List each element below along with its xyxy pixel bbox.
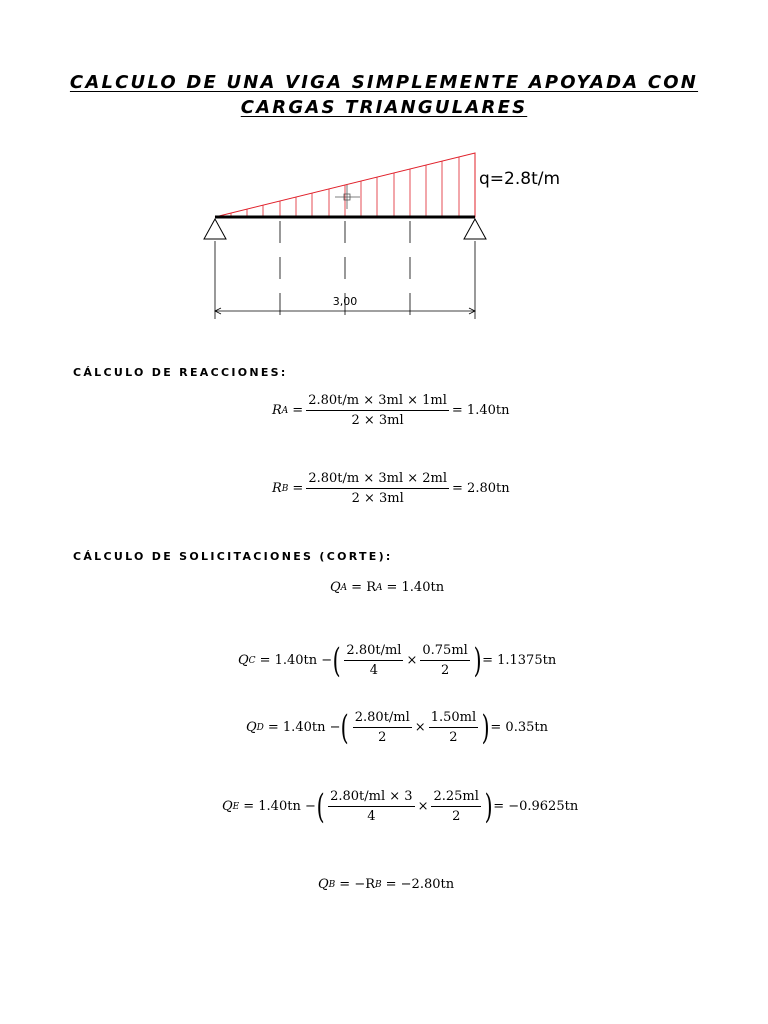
support-left	[204, 219, 226, 239]
crosshair-icon	[335, 185, 360, 209]
reactions-heading: CÁLCULO DE REACCIONES:	[73, 366, 288, 379]
equation-qb: Q B = −R B = −2.80tn	[318, 877, 455, 892]
equation-qd: Q D = 1.40tn − ( $\frac{2.80t/ml}{2}$ × $\frac{1.50ml}{2}$ ) = 0.35tn	[246, 707, 548, 748]
load-hatch-lines	[231, 157, 459, 217]
beam-diagram	[195, 145, 585, 325]
span-label: 3,00	[332, 295, 358, 308]
rb-denominator: 2 × 3ml	[351, 491, 404, 506]
ra-numerator: 2.80t/m × 3ml × 1ml	[306, 393, 449, 411]
page-title	[0, 70, 768, 120]
rb-result: = 2.80tn	[452, 481, 510, 496]
ra-denominator: 2 × 3ml	[351, 413, 404, 428]
load-label: q=2.8t/m	[479, 169, 561, 189]
rb-numerator: 2.80t/m × 3ml × 2ml	[306, 471, 449, 489]
equation-ra: R A = $\frac{2.80t/m \times 3ml \times 1ml}{2 \times 3ml}$ = 1.40tn	[272, 393, 510, 428]
title-line-1: CALCULO DE UNA VIGA SIMPLEMENTE APOYADA CON	[69, 72, 699, 93]
ra-result: = 1.40tn	[451, 403, 510, 418]
equation-qa: Q A = R A = 1.40tn	[330, 580, 445, 595]
equation-rb: R B = $\frac{2.80t/m \times 3ml \times 2ml}{2 \times 3ml}$ = 2.80tn	[272, 471, 510, 506]
shear-heading: CÁLCULO DE SOLICITACIONES (CORTE):	[73, 550, 393, 563]
title-line-2: CARGAS TRIANGULARES	[240, 97, 528, 118]
support-right	[464, 219, 486, 239]
equation-qc: Q C = 1.40tn − ( $\frac{2.80t/ml}{4}$ × $\frac{0.75ml}{2}$ ) = 1.1375tn	[238, 640, 557, 681]
equation-qe: Q E = 1.40tn − ( $\frac{2.80t/ml \times 3}{4}$ × $\frac{2.25ml}{2}$ ) = −0.9625tn	[222, 786, 579, 827]
